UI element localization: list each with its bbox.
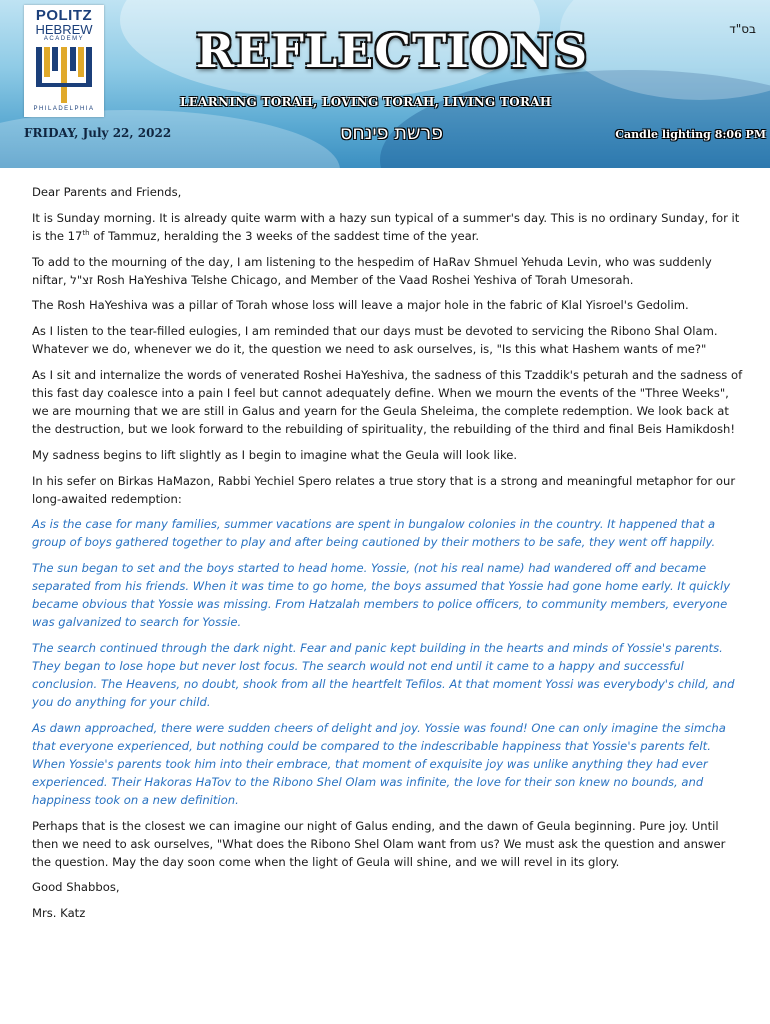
candle-lighting-time: Candle lighting 8:06 PM [615,128,766,141]
logo-line-2: HEBREW [35,22,93,37]
letter-paragraph: My sadness begins to lift slightly as I begin to imagine what the Geula will look like. [32,447,518,462]
logo-line-4: PHILADELPHIA [33,106,95,112]
story-paragraph: As dawn approached, there were sudden cheers of delight and joy. Yossie was found! One can only imagine the simcha that everyone experienced, but nothing could be compared to the indescribable happiness that Yossie's parents felt. When Yossie's parents took him into their embrace, that moment of exquisite joy was unlike anything they had ever experienced. Their Hakoras HaTov to the Ribono Shel Olam was infinite, the love for their son knew no bounds, and happiness took on a new definition. [32,720,726,807]
letter-paragraph: Perhaps that is the closest we can imagine our night of Galus ending, and the dawn of Geula beginning. Pure joy. Until then we need to ask ourselves, "What does the Ribono Shel Olam want from us? We must ask the question and answer the question. May the day soon come when the light of Geula will shine, and we will revel in its glory. [32,818,726,869]
logo-line-3: ACADEMY [43,36,85,42]
ordinal-suffix: th [82,228,90,237]
letter-paragraph: In his sefer on Birkas HaMazon, Rabbi Yechiel Spero relates a true story that is a strong and meaningful metaphor for our long-awaited redemption: [32,473,736,506]
paragraph-text: It is Sunday morning. It is already quite warm with a hazy sun typical of a summer's day. This is no ordinary Sunday, for it is the 17 [32,210,740,243]
letter-paragraph: As I sit and internalize the words of venerated Roshei HaYeshiva, the sadness of this Tzaddik's peturah and the sadness of this fast day coalesce into a pain I feel but cannot adequately define. When we mourn the events of the "Three Weeks", we are mourning that we are still in Galus and yearn for the Geula Sheleima, the complete redemption. We look back at the destruction, but we look forward to the rebuilding of spirituality, the rebuilding of the third and final Beis Hamikdosh! [32,367,743,436]
school-logo [24,5,104,117]
bsd-mark: בס"ד [729,22,756,36]
story-paragraph: The sun began to set and the boys started to head home. Yossie, (not his real name) had wandered off and became separated from his friends. When it was time to go home, the boys assumed that Yossie had gone home early. It quickly became obvious that Yossie was missing. From Hatzalah members to police officers, to community members, everyone was galvanized to search for Yossie. [32,561,731,630]
newsletter-subtitle: LEARNING TORAH, LOVING TORAH, LIVING TORAH [180,95,552,109]
story-paragraph: As is the case for many families, summer vacations are spent in bungalow colonies in the country. It happened that a group of boys gathered together to play and after being cautioned by their mothers to be safe, they went off happily. [32,517,716,550]
letter-signature: Mrs. Katz [32,906,86,921]
letter-body [32,183,746,930]
menorah-icon [34,45,94,105]
logo-line-1: POLITZ [35,7,93,24]
paragraph-text: of Tammuz, heralding the 3 weeks of the saddest time of the year. [89,228,480,243]
letter-closing: Good Shabbos, [32,880,120,895]
letter-paragraph: As I listen to the tear-filled eulogies, I am reminded that our days must be devoted to servicing the Ribono Shal Olam. Whatever we do, whenever we do it, the question we need to ask ourselves, is, "Is this what Hashem wants of me?" [32,324,718,357]
letter-greeting: Dear Parents and Friends, [32,185,182,199]
newsletter-title: REFLECTIONS [196,24,589,78]
issue-date: FRIDAY, July 22, 2022 [24,126,172,140]
letter-paragraph: To add to the mourning of the day, I am listening to the hespedim of HaRav Shmuel Yehuda Levin, who was suddenly niftar, זצ"ל Rosh HaYeshiva Telshe Chicago, and Member of the Vaad Roshei Yeshiva of Torah Umesorah. [32,254,712,287]
letter-paragraph: The Rosh HaYeshiva was a pillar of Torah whose loss will leave a major hole in the fabric of Klal Yisroel's Gedolim. [32,298,689,313]
story-paragraph: The search continued through the dark night. Fear and panic kept building in the hearts and minds of Yossie's parents. They began to lose hope but never lost focus. The search would not end until it came to a happy and successful conclusion. The Heavens, no doubt, shook from all the heartfelt Tefilos. At that moment Yossi was everybody's child, and you do anything for your child. [32,640,735,709]
header-banner [0,0,770,168]
parsha-name: פרשת פינחס [340,122,444,144]
letter-paragraph [32,209,746,245]
